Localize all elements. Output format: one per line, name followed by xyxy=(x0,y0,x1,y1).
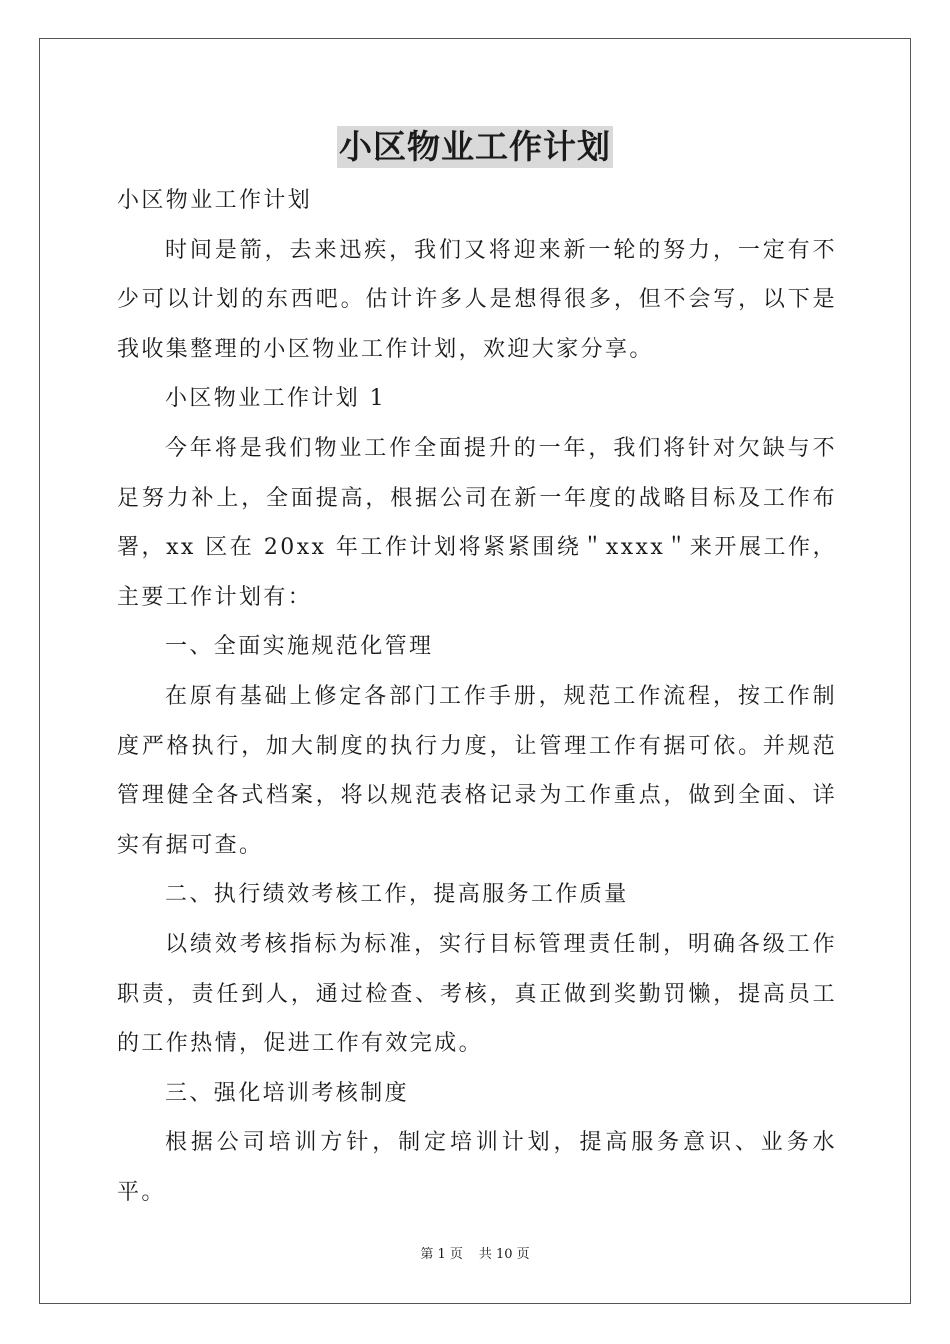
page-number-current: 第 1 页 xyxy=(420,1247,463,1262)
item-2-paragraph: 以绩效考核指标为标准，实行目标管理责任制，明确各级工作职责，责任到人，通过检查、考核，真正做到奖勤罚懒，提高员工的工作热情，促进工作有效完成。 xyxy=(117,931,837,1057)
document-title-text: 小区物业工作计划 xyxy=(339,127,611,166)
plan-overview-paragraph: 今年将是我们物业工作全面提升的一年，我们将针对欠缺与不足努力补上，全面提高，根据公司在新一年度的战略目标及工作布署，xx 区在 20xx 年工作计划将紧紧围绕＂xxxx＂来开展工作，主要工作计划有： xyxy=(117,435,837,610)
intro-paragraph: 时间是箭，去来迅疾，我们又将迎来新一轮的努力，一定有不少可以计划的东西吧。估计许多人是想得很多，但不会写，以下是我收集整理的小区物业工作计划，欢迎大家分享。 xyxy=(117,237,837,362)
heading-item-3: 三、强化培训考核制度 xyxy=(165,1080,410,1106)
item-1-paragraph: 在原有基础上修定各部门工作手册，规范工作流程，按工作制度严格执行，加大制度的执行力度，让管理工作有据可依。并规范管理健全各式档案，将以规范表格记录为工作重点，做到全面、详实有据可查。 xyxy=(117,683,837,858)
section-heading-plan-1: 小区物业工作计划 1 xyxy=(165,386,386,412)
heading-item-1: 一、全面实施规范化管理 xyxy=(165,634,434,660)
page-footer xyxy=(0,1246,950,1264)
document-body xyxy=(117,176,837,1217)
item-3-paragraph: 根据公司培训方针，制定培训计划，提高服务意识、业务水平。 xyxy=(117,1130,837,1205)
subtitle-line: 小区物业工作计划 xyxy=(117,188,313,213)
heading-item-2: 二、执行绩效考核工作，提高服务工作质量 xyxy=(165,882,629,908)
page-number-total: 共 10 页 xyxy=(478,1247,530,1262)
document-title xyxy=(0,126,950,168)
